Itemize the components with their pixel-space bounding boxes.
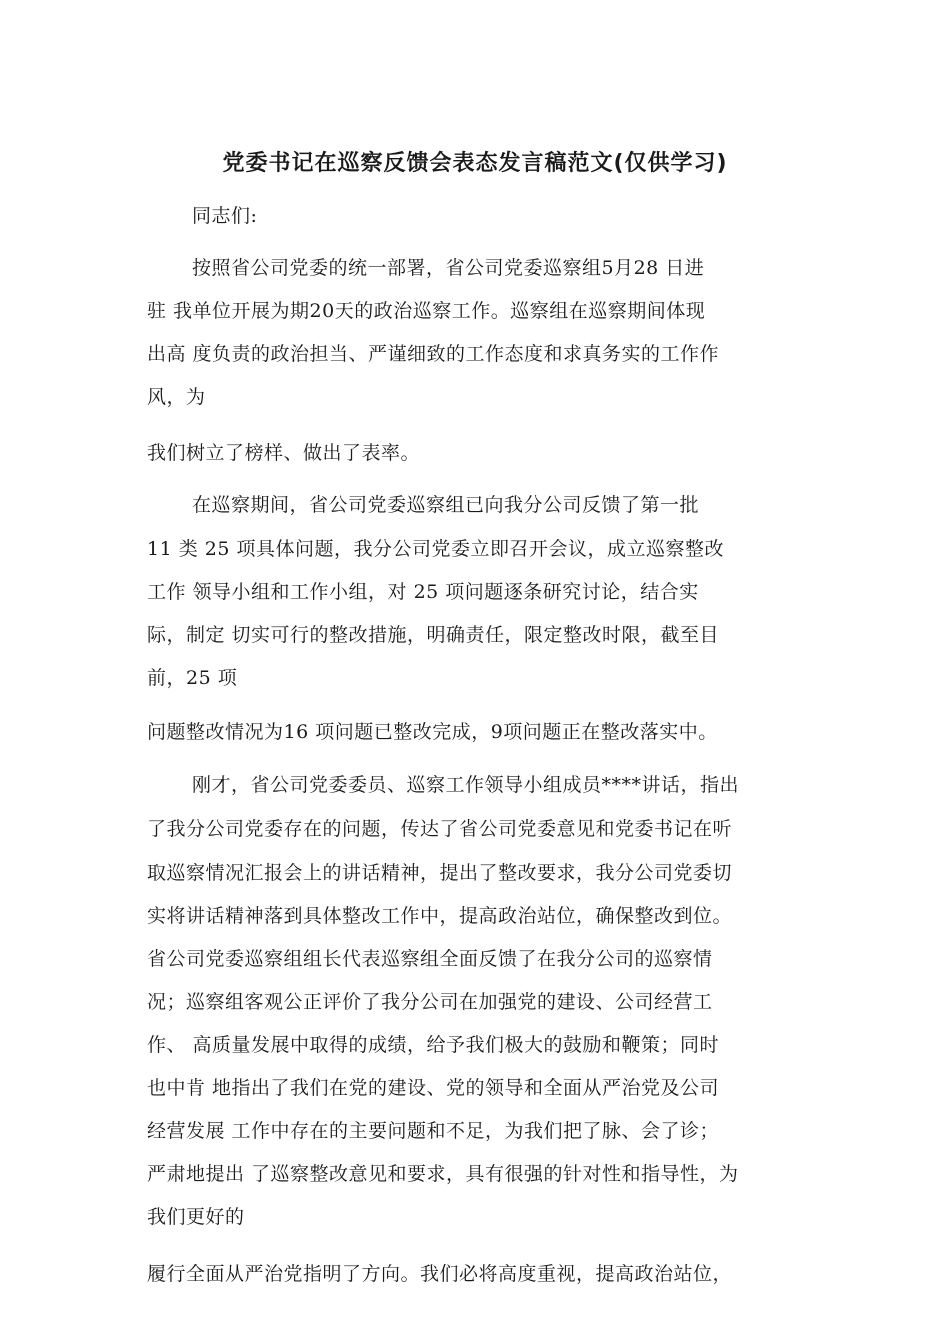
paragraph-line: 也中肯 地指出了我们在党的建设、党的领导和全面从严治党及公司 bbox=[147, 1077, 720, 1099]
paragraph-line: 工作 领导小组和工作小组，对 25 项问题逐条研究讨论，结合实 bbox=[147, 581, 699, 603]
greeting: 同志们: bbox=[192, 205, 258, 227]
paragraph-line: 履行全面从严治党指明了方向。我们必将高度重视，提高政治站位， bbox=[147, 1263, 733, 1285]
paragraph-line: 实将讲话精神落到具体整改工作中，提高政治站位，确保整改到位。 bbox=[147, 905, 733, 927]
paragraph-line: 际，制定 切实可行的整改措施，明确责任，限定整改时限，截至目 bbox=[147, 624, 720, 646]
paragraph-line: 驻 我单位开展为期20天的政治巡察工作。巡察组在巡察期间体现 bbox=[147, 300, 706, 322]
paragraph-line: 取巡察情况汇报会上的讲话精神，提出了整改要求，我分公司党委切 bbox=[147, 862, 733, 884]
paragraph-line: 作、 高质量发展中取得的成绩，给予我们极大的鼓励和鞭策；同时 bbox=[147, 1034, 720, 1056]
paragraph-line: 问题整改情况为16 项问题已整改完成，9项问题正在整改落实中。 bbox=[147, 721, 718, 743]
paragraph-line: 经营发展 工作中存在的主要问题和不足，为我们把了脉、会了诊； bbox=[147, 1120, 720, 1142]
paragraph-line: 了我分公司党委存在的问题，传达了省公司党委意见和党委书记在听 bbox=[147, 818, 733, 840]
paragraph-line: 我们更好的 bbox=[147, 1206, 245, 1228]
paragraph-line: 前，25 项 bbox=[147, 667, 238, 689]
paragraph-line: 11 类 25 项具体问题，我分公司党委立即召开会议，成立巡察整改 bbox=[147, 538, 724, 560]
paragraph-line: 按照省公司党委的统一部署，省公司党委巡察组5月28 日进 bbox=[192, 257, 705, 279]
paragraph-line: 严肃地提出 了巡察整改意见和要求，具有很强的针对性和指导性，为 bbox=[147, 1163, 739, 1185]
paragraph-line: 风，为 bbox=[147, 386, 206, 408]
paragraph-line: 刚才，省公司党委委员、巡察工作领导小组成员****讲话，指出 bbox=[192, 774, 740, 796]
paragraph-line: 我们树立了榜样、做出了表率。 bbox=[147, 442, 421, 464]
paragraph-line: 出高 度负责的政治担当、严谨细致的工作态度和求真务实的工作作 bbox=[147, 343, 720, 365]
paragraph-line: 省公司党委巡察组组长代表巡察组全面反馈了在我分公司的巡察情 bbox=[147, 948, 713, 970]
paragraph-line: 况；巡察组客观公正评价了我分公司在加强党的建设、公司经营工 bbox=[147, 991, 713, 1013]
paragraph-line: 在巡察期间，省公司党委巡察组已向我分公司反馈了第一批 bbox=[192, 494, 700, 516]
document-title: 党委书记在巡察反馈会表态发言稿范文(仅供学习) bbox=[222, 151, 728, 176]
